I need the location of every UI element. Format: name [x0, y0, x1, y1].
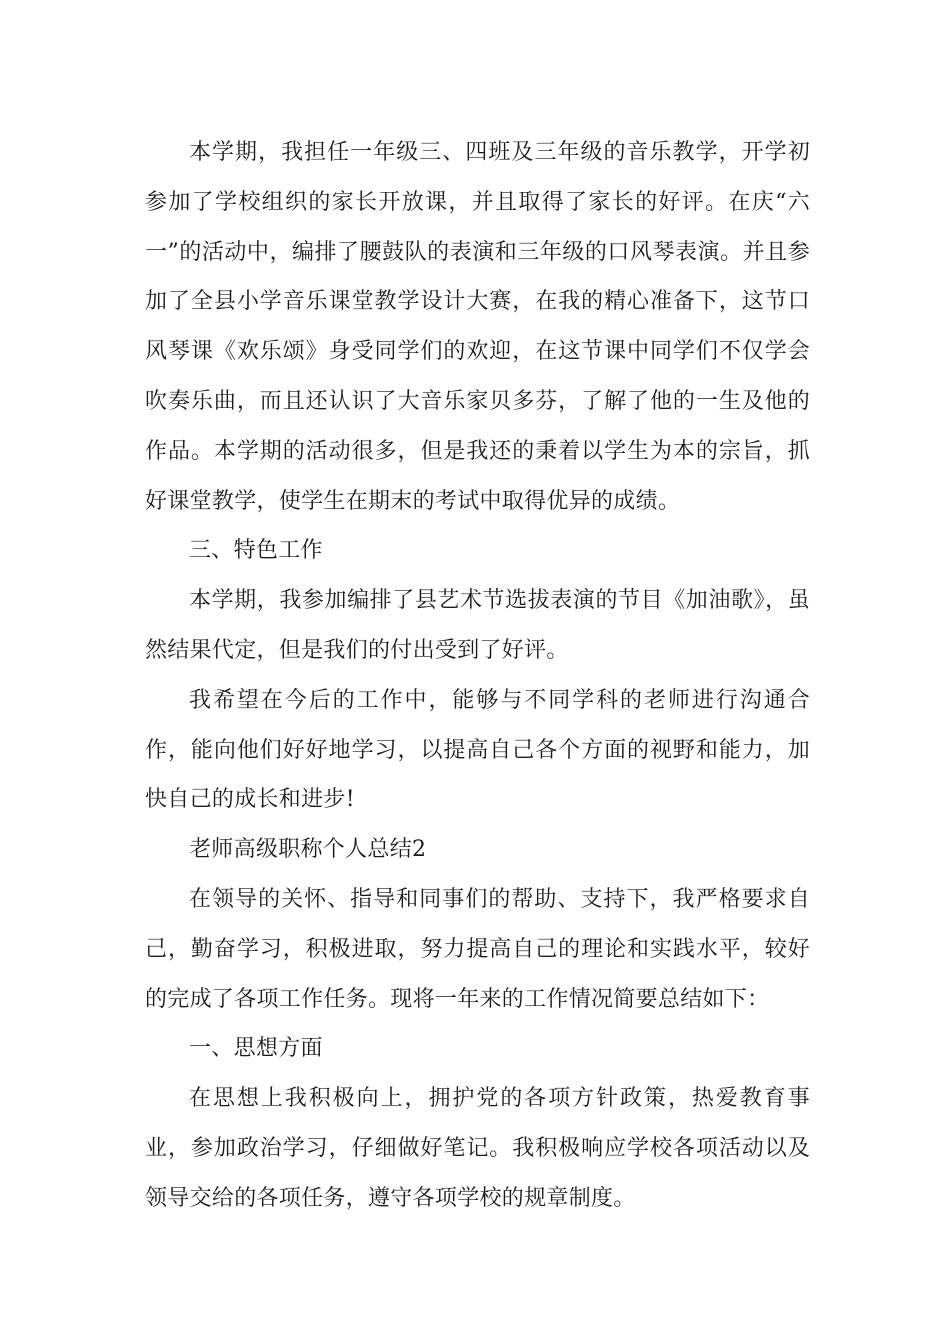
heading-ideology: 一、思想方面: [189, 1036, 323, 1062]
paragraph-summary-intro: 在领导的关怀、指导和同事们的帮助、支持下，我严格要求自己，勤奋学习，积极进取，努力提高自己的理论和实践水平，较好的完成了各项工作任务。现将一年来的工作情况简要总结如下：: [145, 886, 810, 1012]
paragraph-art-festival: 本学期，我参加编排了县艺术节选拔表演的节目《加油歌》，虽然结果代定，但是我们的付出受到了好评。: [145, 588, 810, 663]
paragraph-future-hopes: 我希望在今后的工作中，能够与不同学科的老师进行沟通合作，能向他们好好地学习，以提高自己各个方面的视野和能力，加快自己的成长和进步!: [145, 687, 810, 813]
section-title-summary-2: 老师高级职称个人总结2: [189, 837, 427, 863]
paragraph-ideology: 在思想上我积极向上，拥护党的各项方针政策，热爱教育事业，参加政治学习，仔细做好笔记。我积极响应学校各项活动以及领导交给的各项任务，遵守各项学校的规章制度。: [145, 1086, 810, 1211]
document-body: [145, 128, 810, 1224]
heading-special-work: 三、特色工作: [189, 538, 323, 564]
paragraph-semester-music-teaching: 本学期，我担任一年级三、四班及三年级的音乐教学，开学初参加了学校组织的家长开放课，并且取得了家长的好评。在庆“六一”的活动中，编排了腰鼓队的表演和三年级的口风琴表演。并且参加了全县小学音乐课堂教学设计大赛，在我的精心准备下，这节口风琴课《欢乐颂》身受同学们的欢迎，在这节课中同学们不仅学会吹奏乐曲，而且还认识了大音乐家贝多芬，了解了他的一生及他的作品。本学期的活动很多，但是我还的秉着以学生为本的宗旨，抓好课堂教学，使学生在期末的考试中取得优异的成绩。: [145, 140, 810, 514]
